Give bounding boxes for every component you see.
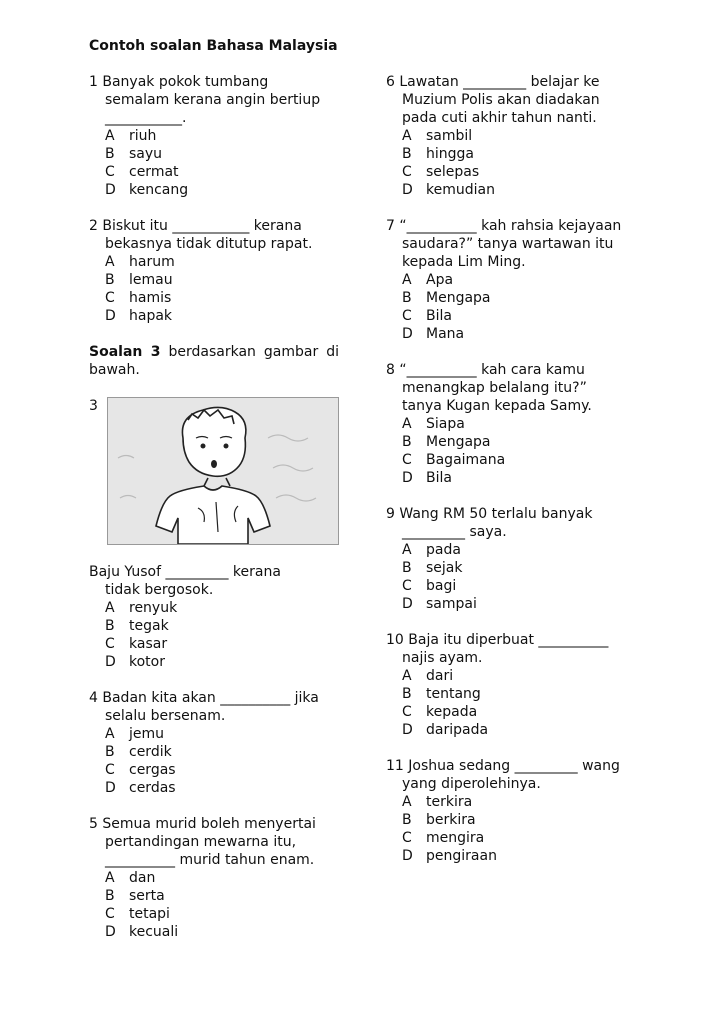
question-text: Baju Yusof _________ kerana bbox=[89, 564, 281, 580]
option-letter: B bbox=[105, 146, 115, 162]
option-letter: B bbox=[105, 744, 115, 760]
option-a[interactable] bbox=[89, 599, 349, 617]
option-d[interactable] bbox=[386, 325, 646, 343]
option-text: Bagaimana bbox=[426, 452, 506, 468]
option-c[interactable] bbox=[89, 289, 349, 307]
question-text-line: yang diperolehinya. bbox=[402, 776, 541, 792]
option-letter: C bbox=[402, 830, 412, 846]
option-text: cergas bbox=[129, 762, 176, 778]
option-d[interactable] bbox=[89, 779, 349, 797]
question-text: Semua murid boleh menyertai bbox=[102, 816, 316, 832]
option-letter: B bbox=[402, 812, 412, 828]
option-letter: A bbox=[402, 272, 412, 288]
option-letter: C bbox=[105, 762, 115, 778]
option-letter: A bbox=[105, 870, 115, 886]
option-c[interactable] bbox=[89, 163, 349, 181]
option-d[interactable] bbox=[89, 181, 349, 199]
option-letter: A bbox=[402, 416, 412, 432]
question-text: Joshua sedang _________ wang bbox=[408, 758, 620, 774]
option-letter: B bbox=[402, 290, 412, 306]
page-title: Contoh soalan Bahasa Malaysia bbox=[89, 38, 338, 54]
option-text: Mengapa bbox=[426, 434, 491, 450]
option-letter: D bbox=[402, 848, 413, 864]
option-text: sayu bbox=[129, 146, 163, 162]
option-d[interactable] bbox=[386, 721, 646, 739]
question-text: Banyak pokok tumbang bbox=[102, 74, 269, 90]
option-letter: B bbox=[402, 434, 412, 450]
option-b[interactable] bbox=[89, 145, 349, 163]
option-text: kemudian bbox=[426, 182, 495, 198]
option-a[interactable] bbox=[89, 127, 349, 145]
question-number: 1 bbox=[89, 74, 98, 90]
option-letter: B bbox=[105, 272, 115, 288]
instruction bbox=[89, 343, 339, 379]
option-text: sejak bbox=[426, 560, 463, 576]
option-c[interactable] bbox=[89, 761, 349, 779]
question-text-line: _________ saya. bbox=[402, 524, 507, 540]
option-text: berkira bbox=[426, 812, 476, 828]
question-text-line: pada cuti akhir tahun nanti. bbox=[402, 110, 597, 126]
question-9 bbox=[386, 505, 646, 613]
option-text: cerdas bbox=[129, 780, 176, 796]
boy-illustration bbox=[108, 398, 338, 544]
question-number: 2 bbox=[89, 218, 98, 234]
question-text-line: ___________. bbox=[105, 110, 187, 126]
option-a[interactable] bbox=[386, 541, 646, 559]
option-b[interactable] bbox=[89, 887, 349, 905]
option-text: selepas bbox=[426, 164, 480, 180]
option-text: cerdik bbox=[129, 744, 172, 760]
option-c[interactable] bbox=[89, 905, 349, 923]
instruction-bold: Soalan 3 bbox=[89, 344, 161, 360]
option-text: Apa bbox=[426, 272, 454, 288]
question-3-number: 3 bbox=[89, 398, 98, 414]
option-letter: C bbox=[105, 906, 115, 922]
option-letter: C bbox=[402, 308, 412, 324]
option-text: cermat bbox=[129, 164, 179, 180]
option-text: kotor bbox=[129, 654, 165, 670]
question-4 bbox=[89, 689, 349, 797]
option-letter: A bbox=[402, 542, 412, 558]
question-7 bbox=[386, 217, 646, 343]
option-letter: D bbox=[402, 326, 413, 342]
question-text: “__________ kah cara kamu bbox=[399, 362, 585, 378]
option-a[interactable] bbox=[386, 793, 646, 811]
option-text: Mengapa bbox=[426, 290, 491, 306]
option-a[interactable] bbox=[89, 869, 349, 887]
option-letter: C bbox=[105, 636, 115, 652]
question-text-line: __________ murid tahun enam. bbox=[105, 852, 315, 868]
question-text-line: kepada Lim Ming. bbox=[402, 254, 526, 270]
option-text: jemu bbox=[129, 726, 165, 742]
question-text-line: najis ayam. bbox=[402, 650, 483, 666]
question-5 bbox=[89, 815, 349, 941]
option-letter: A bbox=[105, 726, 115, 742]
option-text: pada bbox=[426, 542, 461, 558]
option-letter: B bbox=[105, 618, 115, 634]
option-letter: D bbox=[402, 182, 413, 198]
option-c[interactable] bbox=[386, 163, 646, 181]
right-column bbox=[386, 73, 646, 883]
question-text-line: pertandingan mewarna itu, bbox=[105, 834, 297, 850]
option-text: Bila bbox=[426, 308, 452, 324]
option-letter: B bbox=[105, 888, 115, 904]
option-a[interactable] bbox=[386, 271, 646, 289]
option-text: serta bbox=[129, 888, 165, 904]
option-letter: A bbox=[105, 600, 115, 616]
option-d[interactable] bbox=[89, 653, 349, 671]
option-b[interactable] bbox=[386, 685, 646, 703]
question-number: 7 bbox=[386, 218, 395, 234]
option-text: bagi bbox=[426, 578, 457, 594]
option-b[interactable] bbox=[386, 289, 646, 307]
option-letter: C bbox=[402, 704, 412, 720]
option-letter: C bbox=[402, 578, 412, 594]
question-number: 6 bbox=[386, 74, 395, 90]
option-text: hingga bbox=[426, 146, 474, 162]
option-d[interactable] bbox=[89, 923, 349, 941]
option-text: daripada bbox=[426, 722, 489, 738]
option-letter: B bbox=[402, 146, 412, 162]
option-d[interactable] bbox=[386, 181, 646, 199]
option-letter: D bbox=[105, 654, 116, 670]
option-text: kasar bbox=[129, 636, 168, 652]
question-text-line: selalu bersenam. bbox=[105, 708, 226, 724]
option-c[interactable] bbox=[386, 703, 646, 721]
question-10 bbox=[386, 631, 646, 739]
option-text: renyuk bbox=[129, 600, 178, 616]
question-3 bbox=[89, 563, 349, 671]
option-text: mengira bbox=[426, 830, 485, 846]
option-text: kencang bbox=[129, 182, 189, 198]
option-letter: A bbox=[105, 128, 115, 144]
question-number: 8 bbox=[386, 362, 395, 378]
option-a[interactable] bbox=[386, 127, 646, 145]
option-letter: D bbox=[105, 924, 116, 940]
option-text: harum bbox=[129, 254, 175, 270]
option-letter: D bbox=[105, 780, 116, 796]
option-text: hapak bbox=[129, 308, 173, 324]
option-c[interactable] bbox=[386, 829, 646, 847]
option-text: lemau bbox=[129, 272, 173, 288]
option-text: Bila bbox=[426, 470, 452, 486]
question-text: Badan kita akan __________ jika bbox=[102, 690, 319, 706]
option-d[interactable] bbox=[89, 307, 349, 325]
option-letter: D bbox=[402, 722, 413, 738]
question-text: Lawatan _________ belajar ke bbox=[399, 74, 600, 90]
option-text: dari bbox=[426, 668, 454, 684]
question-number: 4 bbox=[89, 690, 98, 706]
option-c[interactable] bbox=[386, 451, 646, 469]
question-text: “__________ kah rahsia kejayaan bbox=[399, 218, 622, 234]
option-text: tentang bbox=[426, 686, 481, 702]
option-letter: A bbox=[402, 128, 412, 144]
question-text-line: bekasnya tidak ditutup rapat. bbox=[105, 236, 313, 252]
question-text-line: saudara?” tanya wartawan itu bbox=[402, 236, 614, 252]
option-c[interactable] bbox=[386, 577, 646, 595]
question-text-line: Muzium Polis akan diadakan bbox=[402, 92, 600, 108]
question-1 bbox=[89, 73, 349, 199]
option-c[interactable] bbox=[89, 635, 349, 653]
option-text: terkira bbox=[426, 794, 473, 810]
option-a[interactable] bbox=[89, 253, 349, 271]
option-text: kecuali bbox=[129, 924, 179, 940]
option-text: Siapa bbox=[426, 416, 465, 432]
question-text: Baja itu diperbuat __________ bbox=[408, 632, 609, 648]
question-text-line: semalam kerana angin bertiup bbox=[105, 92, 321, 108]
option-letter: C bbox=[402, 164, 412, 180]
option-letter: C bbox=[105, 164, 115, 180]
option-letter: B bbox=[402, 686, 412, 702]
question-text: Wang RM 50 terlalu banyak bbox=[399, 506, 593, 522]
option-letter: A bbox=[402, 794, 412, 810]
option-text: tetapi bbox=[129, 906, 170, 922]
option-text: Mana bbox=[426, 326, 465, 342]
option-text: sambil bbox=[426, 128, 473, 144]
instruction-rest: berdasarkan gambar di bawah. bbox=[89, 344, 339, 378]
question-11 bbox=[386, 757, 646, 865]
option-a[interactable] bbox=[89, 725, 349, 743]
option-letter: D bbox=[105, 308, 116, 324]
option-b[interactable] bbox=[89, 743, 349, 761]
question-8 bbox=[386, 361, 646, 487]
option-text: tegak bbox=[129, 618, 169, 634]
option-c[interactable] bbox=[386, 307, 646, 325]
option-letter: D bbox=[402, 470, 413, 486]
question-3-picture-row bbox=[89, 397, 349, 545]
option-letter: B bbox=[402, 560, 412, 576]
option-d[interactable] bbox=[386, 847, 646, 865]
question-text-line: tanya Kugan kepada Samy. bbox=[402, 398, 592, 414]
option-a[interactable] bbox=[386, 667, 646, 685]
option-d[interactable] bbox=[386, 469, 646, 487]
question-2 bbox=[89, 217, 349, 325]
option-text: pengiraan bbox=[426, 848, 497, 864]
option-letter: D bbox=[105, 182, 116, 198]
option-letter: A bbox=[402, 668, 412, 684]
option-b[interactable] bbox=[89, 271, 349, 289]
option-text: kepada bbox=[426, 704, 478, 720]
boy-picture bbox=[107, 397, 339, 545]
option-letter: D bbox=[402, 596, 413, 612]
question-text-line: menangkap belalang itu?” bbox=[402, 380, 587, 396]
question-number: 11 bbox=[386, 758, 404, 774]
option-letter: A bbox=[105, 254, 115, 270]
question-text-line: tidak bergosok. bbox=[105, 582, 214, 598]
question-text: Biskut itu ___________ kerana bbox=[102, 218, 302, 234]
option-b[interactable] bbox=[386, 559, 646, 577]
left-column bbox=[89, 73, 349, 959]
option-b[interactable] bbox=[386, 145, 646, 163]
option-text: sampai bbox=[426, 596, 477, 612]
question-number: 9 bbox=[386, 506, 395, 522]
option-text: riuh bbox=[129, 128, 157, 144]
question-6 bbox=[386, 73, 646, 199]
question-number: 5 bbox=[89, 816, 98, 832]
option-letter: C bbox=[402, 452, 412, 468]
option-d[interactable] bbox=[386, 595, 646, 613]
option-a[interactable] bbox=[386, 415, 646, 433]
option-letter: C bbox=[105, 290, 115, 306]
option-text: dan bbox=[129, 870, 156, 886]
option-text: hamis bbox=[129, 290, 172, 306]
option-b[interactable] bbox=[386, 811, 646, 829]
option-b[interactable] bbox=[386, 433, 646, 451]
question-number: 10 bbox=[386, 632, 404, 648]
option-b[interactable] bbox=[89, 617, 349, 635]
